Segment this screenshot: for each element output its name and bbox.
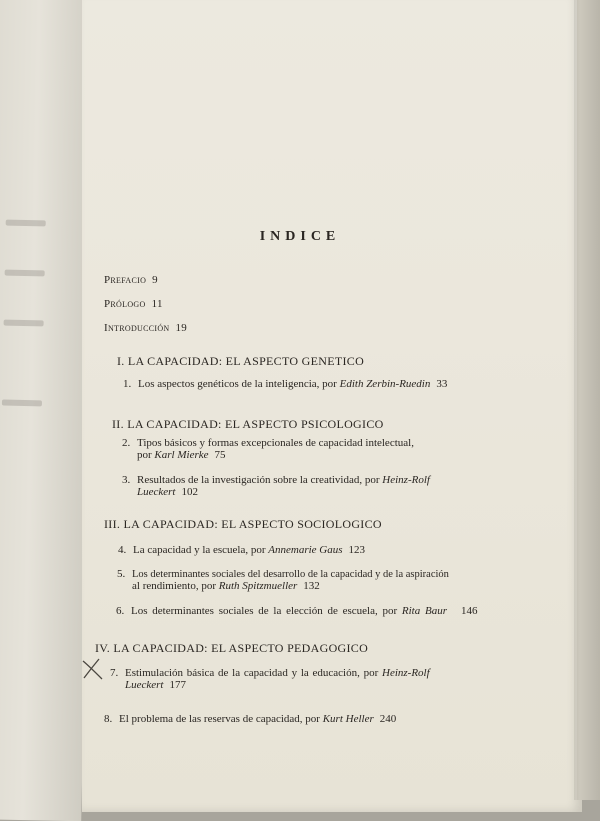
page-stack-edge xyxy=(577,0,600,800)
toc-prefacio xyxy=(104,274,158,286)
section-heading-iv: IV. LA CAPACIDAD: EL ASPECTO PEDAGOGICO xyxy=(95,641,369,655)
toc-label: Introducción xyxy=(104,322,170,334)
section-heading-iii: III. LA CAPACIDAD: EL ASPECTO SOCIOLOGICO xyxy=(104,517,382,531)
section-heading-i: I. LA CAPACIDAD: EL ASPECTO GENETICO xyxy=(117,354,365,368)
handwritten-x-mark xyxy=(80,656,106,682)
toc-entry: 7. Estimulación básica de la capacidad y la educación, por Heinz-Rolf Lueckert 177 xyxy=(110,667,430,691)
toc-prologo xyxy=(104,298,163,310)
section-heading-ii: II. LA CAPACIDAD: EL ASPECTO PSICOLOGICO xyxy=(112,417,384,431)
toc-introduccion xyxy=(104,322,187,334)
toc-page: 9 xyxy=(152,274,158,286)
toc-entry: 5. Los determinantes sociales del desarrollo de la capacidad y de la aspiración al rendimiento, por Ruth Spitzmueller 132 xyxy=(117,568,449,592)
toc-entry: 2. Tipos básicos y formas excepcionales de capacidad intelectual, por Karl Mierke 75 xyxy=(122,437,414,461)
toc-page: 19 xyxy=(175,322,188,334)
toc-label: Prefacio xyxy=(104,274,147,286)
toc-entry: 3. Resultados de la investigación sobre la creatividad, por Heinz-Rolf Lueckert 102 xyxy=(122,474,430,498)
toc-page: 11 xyxy=(151,298,163,310)
toc-label: Prólogo xyxy=(104,298,146,310)
page-title: INDICE xyxy=(259,229,341,244)
